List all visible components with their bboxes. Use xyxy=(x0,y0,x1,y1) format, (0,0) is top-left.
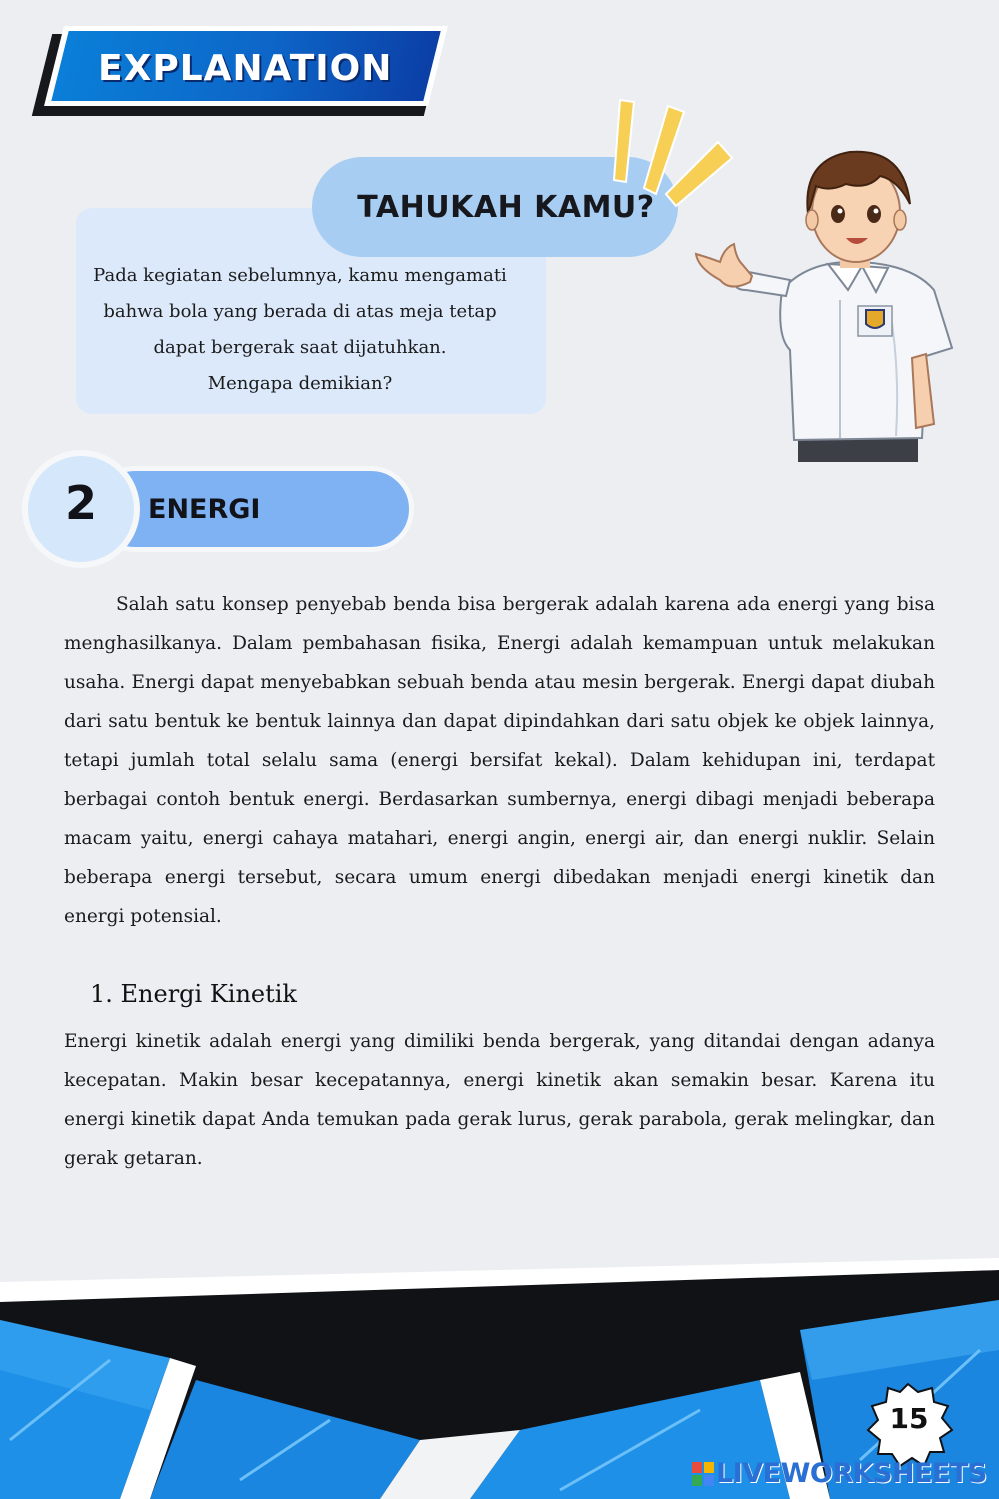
info-line: dapat bergerak saat dijatuhkan. xyxy=(153,337,447,358)
kinetic-energy-heading: 1. Energi Kinetik xyxy=(90,980,297,1008)
section-title: ENERGI xyxy=(148,494,261,525)
info-title: TAHUKAH KAMU? xyxy=(357,190,655,225)
info-text xyxy=(70,258,530,402)
liveworksheets-brand[interactable]: LIVEWORKSHEETS xyxy=(716,1458,987,1489)
energy-paragraph: Salah satu konsep penyebab benda bisa bergerak adalah karena ada energi yang bisa menghasilkanya. Dalam pembahasan fisika, Energi adalah kemampuan untuk melakukan usaha. Energi dapat menyebabkan sebuah benda atau mesin bergerak. Energi dapat diubah dari satu bentuk ke bentuk lainnya dan dapat dipindahkan dari satu objek ke objek lainnya, tetapi jumlah total selalu sama (energi bersifat kekal). Dalam kehidupan ini, terdapat berbagai contoh bentuk energi. Berdasarkan sumbernya, energi dibagi menjadi beberapa macam yaitu, energi cahaya matahari, energi angin, energi air, dan energi nuklir. Selain beberapa energi tersebut, secara umum energi dibedakan menjadi energi kinetik dan energi potensial. xyxy=(64,594,935,927)
info-line: bahwa bola yang berada di atas meja tetap xyxy=(103,301,497,322)
info-line: Pada kegiatan sebelumnya, kamu mengamati xyxy=(93,265,507,286)
info-line: Mengapa demikian? xyxy=(207,373,393,394)
page-number: 15 xyxy=(889,1402,929,1435)
section-number: 2 xyxy=(64,476,97,530)
banner-title: EXPLANATION xyxy=(98,48,393,89)
student-illustration xyxy=(690,140,960,462)
kinetic-energy-paragraph: Energi kinetik adalah energi yang dimiliki benda bergerak, yang ditandai dengan adanya kecepatan. Makin besar kecepatannya, energi kinetik akan semakin besar. Karena itu energi kinetik dapat Anda temukan pada gerak lurus, gerak parabola, gerak melingkar, dan gerak getaran. xyxy=(64,1031,935,1169)
liveworksheets-logo-icon xyxy=(692,1462,714,1486)
